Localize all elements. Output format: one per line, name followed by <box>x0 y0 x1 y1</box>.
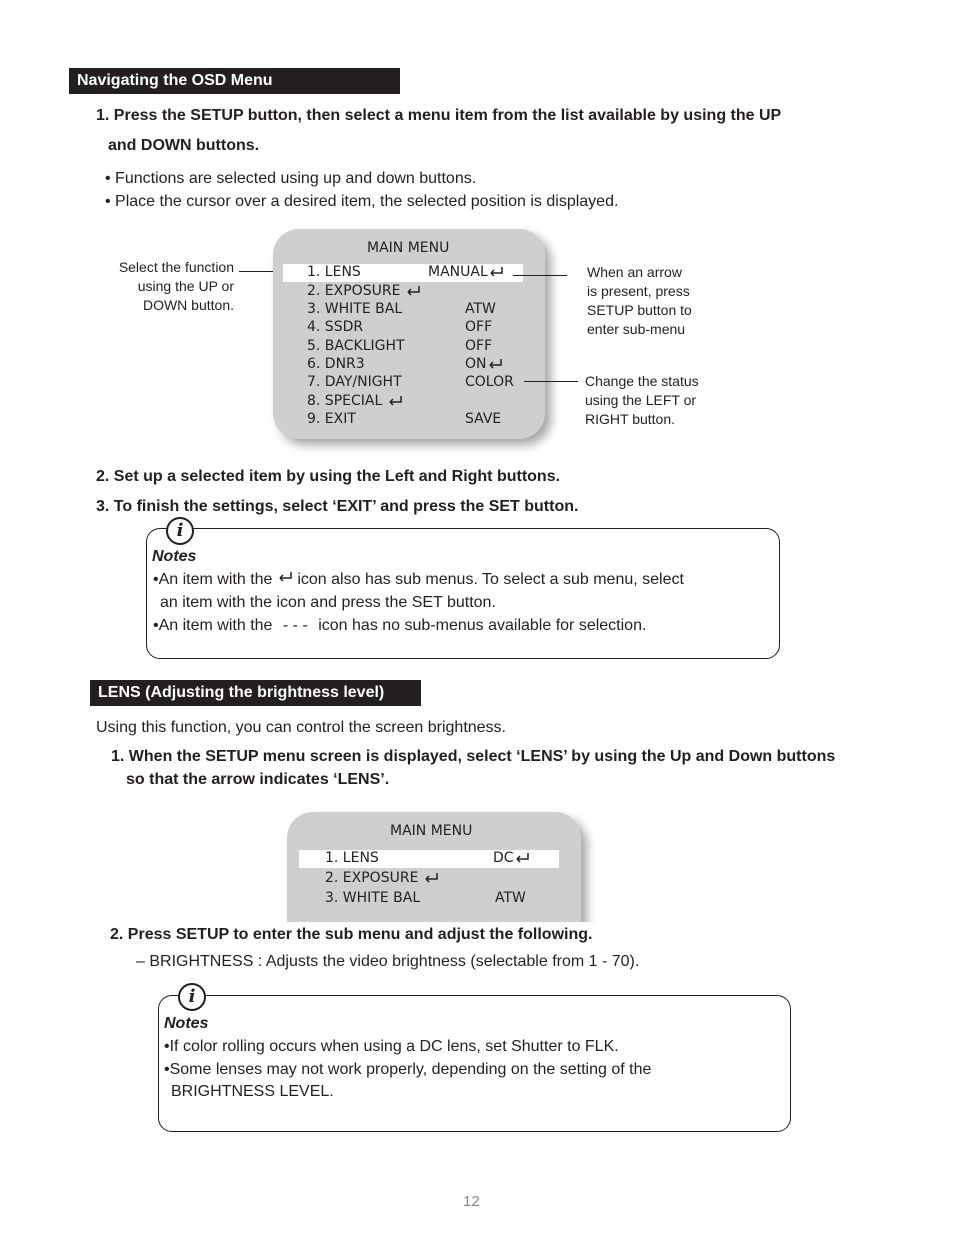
callout-line: using the UP or <box>137 278 234 294</box>
osd-menu-title: MAIN MENU <box>390 823 473 839</box>
osd-row-label: 7. DAY/NIGHT <box>307 374 402 390</box>
enter-arrow-icon <box>487 358 503 370</box>
callout-line: When an arrow <box>587 264 682 280</box>
enter-arrow-icon <box>277 571 293 583</box>
osd-row-ssdr[interactable] <box>273 319 545 337</box>
osd-row-value <box>493 850 530 866</box>
osd-menu-crop <box>280 805 600 922</box>
osd-row-value: ATW <box>465 301 496 317</box>
osd-row-label: 3. WHITE BAL <box>307 301 403 317</box>
leader-line-right-top <box>513 275 567 276</box>
notes-text: icon also has sub menus. To select a sub menu, select <box>297 571 684 588</box>
lens-intro: Using this function, you can control the screen brightness. <box>96 719 506 736</box>
notes-line <box>153 617 646 635</box>
osd-row-lens[interactable] <box>283 264 523 282</box>
callout-line: enter sub-menu <box>587 321 686 337</box>
osd-row-value: OFF <box>465 338 493 354</box>
step-1-line-1: 1. Press the SETUP button, then select a menu item from the list available by using the UP <box>96 107 782 124</box>
section-title: LENS (Adjusting the brightness level) <box>98 684 385 701</box>
step-2: 2. Set up a selected item by using the Left and Right buttons. <box>96 468 561 485</box>
osd-row-exposure[interactable] <box>273 283 545 301</box>
osd-row-value: COLOR <box>465 374 514 390</box>
osd-row-exposure[interactable] <box>287 870 581 888</box>
page-number: 12 <box>463 1193 480 1210</box>
step-1-line-2: and DOWN buttons. <box>108 137 260 154</box>
osd-row-label: 9. EXIT <box>307 411 356 427</box>
notes-line: •Some lenses may not work properly, depending on the setting of the <box>164 1061 652 1078</box>
notes-line: BRIGHTNESS LEVEL. <box>171 1083 334 1100</box>
notes-text: •An item with the <box>153 571 273 588</box>
enter-arrow-icon <box>488 266 504 278</box>
notes-text: icon has no sub-menus available for selection. <box>318 617 647 634</box>
osd-label-text: 8. SPECIAL <box>307 393 383 409</box>
osd-row-white-bal[interactable] <box>273 301 545 319</box>
osd-row-label <box>307 283 421 299</box>
osd-row-value: OFF <box>465 319 493 335</box>
callout-line: DOWN button. <box>142 297 234 313</box>
osd-row-exit[interactable] <box>273 411 545 429</box>
osd-row-label <box>307 393 403 409</box>
lens-step-2: 2. Press SETUP to enter the sub menu and adjust the following. <box>110 926 593 943</box>
osd-row-value: SAVE <box>465 411 502 427</box>
osd-row-label: 1. LENS <box>307 264 361 280</box>
osd-row-label: 4. SSDR <box>307 319 364 335</box>
notes-text: •An item with the <box>153 617 273 634</box>
step-3: 3. To finish the settings, select ‘EXIT’ and press the SET button. <box>96 498 579 515</box>
osd-row-value: ATW <box>495 890 526 906</box>
osd-value-text: ON <box>465 356 487 372</box>
osd-main-menu-lens <box>287 812 581 922</box>
callout-line: is present, press <box>587 283 690 299</box>
osd-value-text: MANUAL <box>428 264 488 280</box>
leader-line-right-bottom <box>524 381 578 382</box>
callout-arrow-present <box>587 263 727 339</box>
section-header-osd <box>69 68 400 94</box>
osd-row-value <box>428 264 504 280</box>
osd-row-day-night[interactable] <box>273 374 545 392</box>
osd-row-lens[interactable] <box>299 850 559 868</box>
enter-arrow-icon <box>514 852 530 864</box>
info-icon: i <box>178 983 206 1011</box>
dashes-icon: - - - <box>282 617 308 634</box>
enter-arrow-icon <box>423 872 439 884</box>
bullet-1: • Functions are selected using up and down buttons. <box>105 170 477 187</box>
section-header-lens <box>90 680 421 706</box>
notes-title: Notes <box>164 1015 209 1032</box>
callout-change-status <box>585 372 725 429</box>
osd-label-text: 2. EXPOSURE <box>307 283 401 299</box>
callout-line: Change the status <box>585 373 699 389</box>
osd-menu-title: MAIN MENU <box>367 240 450 256</box>
osd-row-white-bal[interactable] <box>287 890 581 908</box>
callout-line: Select the function <box>118 259 234 275</box>
enter-arrow-icon <box>387 395 403 407</box>
callout-line: using the LEFT or <box>585 392 697 408</box>
osd-row-backlight[interactable] <box>273 338 545 356</box>
osd-row-label: 5. BACKLIGHT <box>307 338 405 354</box>
osd-row-label: 1. LENS <box>325 850 379 866</box>
bullet-2: • Place the cursor over a desired item, the selected position is displayed. <box>105 193 619 210</box>
osd-row-label: 3. WHITE BAL <box>325 890 421 906</box>
osd-value-text: DC <box>493 850 514 866</box>
lens-step-1-line-2: so that the arrow indicates ‘LENS’. <box>126 771 390 788</box>
osd-label-text: 2. EXPOSURE <box>325 870 419 886</box>
callout-select-function <box>96 258 234 315</box>
osd-main-menu <box>273 229 545 439</box>
osd-row-value <box>465 356 503 372</box>
notes-line <box>153 571 684 589</box>
lens-step-1-line-1: 1. When the SETUP menu screen is displayed, select ‘LENS’ by using the Up and Down buttons <box>111 748 836 765</box>
callout-line: SETUP button to <box>587 302 692 318</box>
callout-line: RIGHT button. <box>585 411 676 427</box>
section-title: Navigating the OSD Menu <box>77 72 273 89</box>
osd-row-label: 6. DNR3 <box>307 356 365 372</box>
osd-row-label <box>325 870 439 886</box>
enter-arrow-icon <box>405 285 421 297</box>
notes-title: Notes <box>152 548 197 565</box>
osd-row-dnr3[interactable] <box>273 356 545 374</box>
info-icon: i <box>166 517 194 545</box>
notes-line: an item with the icon and press the SET button. <box>160 594 496 611</box>
brightness-description: – BRIGHTNESS : Adjusts the video brightness (selectable from 1 - 70). <box>136 953 640 970</box>
osd-row-special[interactable] <box>273 393 545 411</box>
notes-line: •If color rolling occurs when using a DC lens, set Shutter to FLK. <box>164 1038 619 1055</box>
